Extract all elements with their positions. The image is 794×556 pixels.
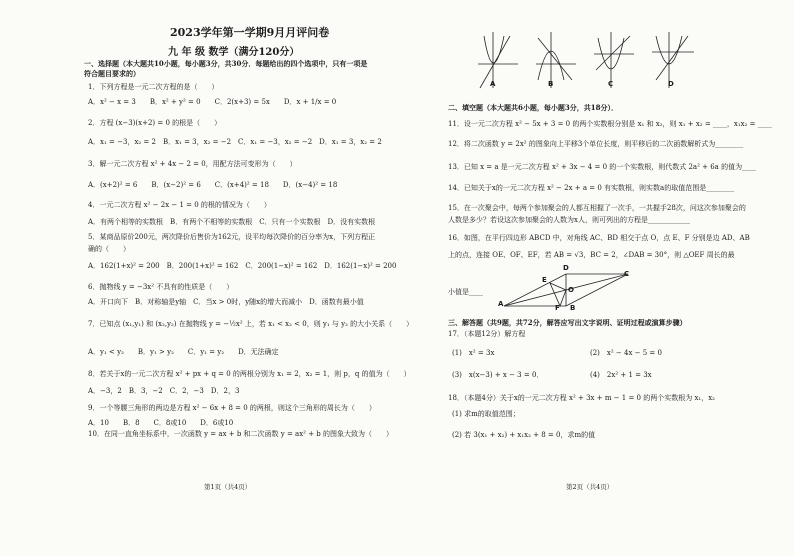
q16-line3: 小值是____ — [448, 288, 483, 296]
q18-part1: (1) 求m的取值范围； — [452, 410, 520, 418]
q3-options: A．(x+2)² = 6 B．(x−2)² = 6 C．(x+4)² = 18 D．(x−4)² = 18 — [88, 181, 338, 189]
q4-stem: 4．一元二次方程 x² − 2x − 1 = 0 的根的情况为（ ） — [88, 201, 271, 209]
q18-part2: (2) 若 3(x₁ + x₂) + x₁x₂ + 8 = 0，求m的值 — [452, 431, 596, 439]
q9-options: A．10 B．8 C．8或10 D．6或10 — [88, 419, 234, 427]
graph-label-c: C — [608, 80, 614, 88]
q18-stem: 18．（本题4分）关于x的一元二次方程 x² + 3x + m − 1 = 0 的两个实数根为 x₁，x₂ — [448, 394, 715, 402]
q9-stem: 9．一个等腰三角形的两边是方程 x² − 6x + 8 = 0 的两根，则这个三角形的周长为（ ） — [88, 404, 376, 412]
section1-title-cont: 符合题目要求的） — [84, 69, 140, 78]
graph-label-d: D — [668, 80, 674, 88]
point-d-label: D — [563, 264, 569, 272]
q1-stem: 1．下列方程是一元二次方程的是（ ） — [88, 83, 219, 91]
q17-part3: (3) x(x−3) + x − 3 = 0． — [452, 371, 544, 379]
q5-stem-cont: 确的（ ） — [88, 245, 130, 253]
section1-title: 一、选择题（本大题共10小题，每小题3分，共30分．每题给出的四个选项中，只有一项是 — [84, 59, 368, 68]
q4-options: A．有两个相等的实数根 B．有两个不相等的实数根 C．只有一个实数根 D．没有实数根 — [88, 218, 376, 226]
q15-line2: 人数是多少？若设这次参加聚会的人数为x人，则可列出的方程是____________ — [448, 216, 690, 224]
q7-stem: 7．已知点 (x₁,y₁) 和 (x₂,y₂) 在抛物线 y = −½x² 上，若 x₁ < x₂ < 0，则 y₁ 与 y₂ 的大小关系（ ） — [88, 320, 414, 328]
point-a-label: A — [498, 300, 504, 308]
exam-title: 2023学年第一学期9月月评问卷 — [170, 26, 330, 39]
graph-a — [478, 32, 518, 88]
q5-stem: 5．某商品原价200元，两次降价后售价为162元，设平均每次降价的百分率为x，下列方程正 — [88, 233, 376, 241]
page1-footer: 第1页（共4页） — [204, 483, 252, 491]
graph-label-b: B — [548, 80, 554, 88]
q17-part4: (4) 2x² + 1 = 3x — [590, 371, 652, 379]
q6-options: A．开口向下 B．对称轴是y轴 C．当x > 0时，y随x的增大而减小 D．函数有最小值 — [88, 298, 364, 306]
q8-options: A．−3，2 B．3，−2 C．2，−3 D．2，3 — [88, 387, 240, 395]
q14: 14．已知关于x的一元二次方程 x² − 2x + a = 0 有实数根，则实数a的取值范围是________ — [448, 184, 735, 192]
q2-stem: 2．方程 (x−3)(x+2) = 0 的根是（ ） — [88, 119, 222, 127]
q6-stem: 6．抛物线 y = −3x² 不具有的性质是（ ） — [88, 283, 234, 291]
q15-line1: 15．在一次聚会中，每两个参加聚会的人都互相握了一次手，一共握手28次，问这次参加聚会的 — [448, 204, 746, 212]
q3-stem: 3．解一元二次方程 x² + 4x − 2 = 0，用配方法可变形为（ ） — [88, 160, 297, 168]
q16-line2: 上的点，连接 OE、OF、EF，若 AB = √3，BC = 2，∠DAB = 30°，则 △OEF 周长的最 — [448, 251, 735, 259]
page2-footer: 第2页（共4页） — [566, 483, 614, 491]
q11: 11．设一元二次方程 x² − 5x + 3 = 0 的两个实数根分别是 x₁ 和 x₂，则 x₁ + x₂ = ____，x₁x₂ = ____ — [448, 120, 772, 128]
graph-c — [594, 32, 634, 88]
point-f-label: F — [555, 304, 560, 312]
q17-part2: (2) x² − 4x − 5 = 0 — [590, 349, 662, 357]
q2-options: A．x₁ = −3，x₂ = 2 B．x₁ = 3，x₂ = −2 C．x₁ = −3，x₂ = −2 D．x₁ = 3，x₂ = 2 — [88, 138, 382, 146]
point-e-label: E — [542, 276, 547, 284]
section2-title: 二、填空题（本大题共6小题，每小题3分，共18分）． — [448, 103, 618, 112]
q17-stem: 17．（本题12分）解方程 — [448, 330, 526, 338]
q16-line1: 16．如图，在平行四边形 ABCD 中，对角线 AC、BD 相交于点 O，点 E、F 分别是边 AD、AB — [448, 234, 750, 242]
section3-title: 三、解答题（共9题，共72分，解答应写出文字说明、证明过程或演算步骤） — [448, 318, 687, 327]
point-b-label: B — [570, 304, 576, 312]
graph-b — [536, 32, 576, 88]
point-o-label: O — [568, 286, 574, 294]
q8-stem: 8．若关于x的一元二次方程 x² + px + q = 0 的两根分别为 x₁ = 2，x₂ = 1，则 p，q 的值为（ ） — [88, 370, 411, 378]
q10-graph-options — [476, 30, 716, 92]
triangle-oef — [550, 283, 566, 306]
q12: 12．将二次函数 y = 2x² 的图象向上平移3个单位长度，则平移后的二次函数解析式为________ — [448, 140, 744, 148]
q7-options: A．y₁ < y₂ B．y₁ > y₂ C．y₁ = y₂ D．无法确定 — [88, 348, 279, 356]
exam-subtitle: 九 年 级 数学（满分120分） — [168, 47, 300, 58]
q17-part1: (1) x² = 3x — [452, 349, 495, 357]
q13: 13．已知 x = a 是一元二次方程 x² + 3x − 4 = 0 的一个实数根，则代数式 2a² + 6a 的值为____ — [448, 163, 757, 171]
point-c-label: C — [624, 270, 630, 278]
graph-label-a: A — [490, 80, 496, 88]
q5-options: A．162(1+x)² = 200 B．200(1+x)² = 162 C．200(1−x)² = 162 D．162(1−x)² = 200 — [88, 262, 397, 270]
q10-stem: 10．在同一直角坐标系中，一次函数 y = ax + b 和二次函数 y = ax² + b 的图象大致为（ ） — [88, 430, 393, 438]
q1-options: A．x² − x = 3 B．x² + y² = 0 C．2(x+3) = 5x D．x + 1/x = 0 — [88, 98, 337, 106]
